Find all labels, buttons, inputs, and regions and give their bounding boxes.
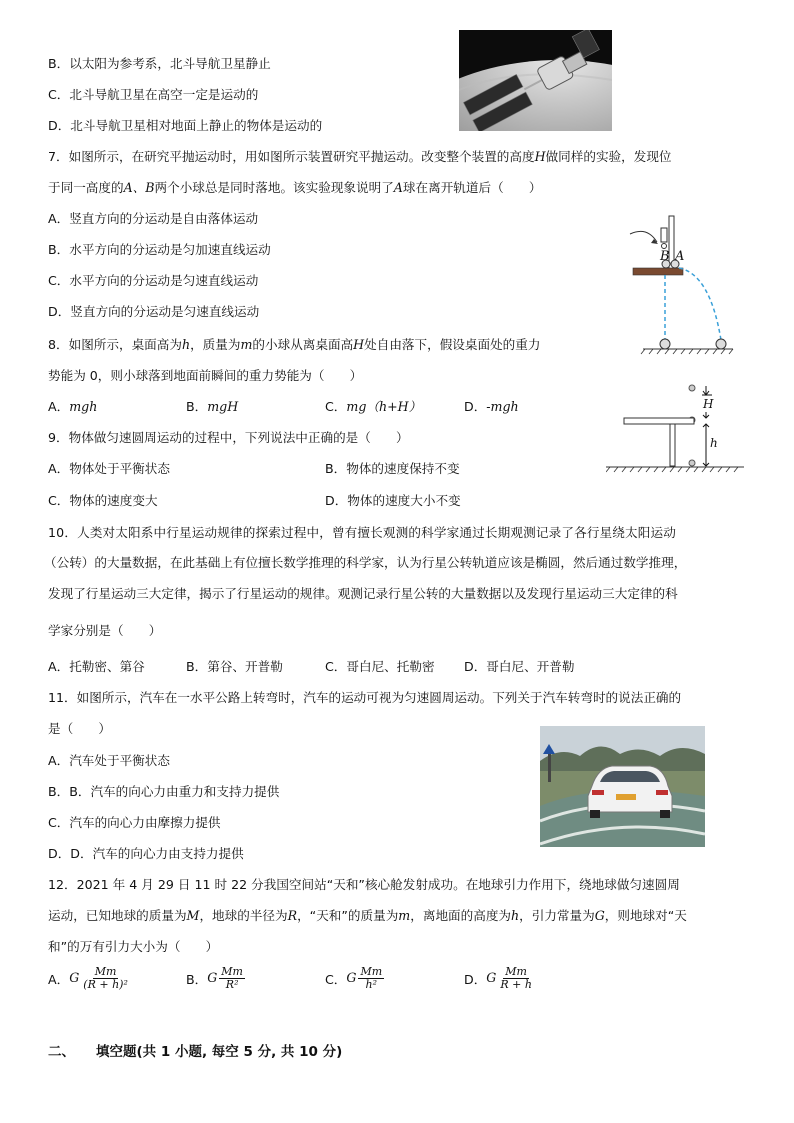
table-ball-figure	[606, 380, 746, 480]
q12-stem-line2: 运动，已知地球的质量为M，地球的半径为R，“天和”的质量为m，离地面的高度为h，引力常量为G，则地球对“天	[48, 908, 687, 923]
q7-stem-line2: 于同一高度的A、B两个小球总是同时落地。该实验现象说明了A球在离开轨道后（ ）	[48, 180, 542, 195]
label-a: A	[675, 249, 685, 264]
q10-option-a: A．托勒密、第谷	[48, 659, 145, 674]
q10-stem-line4: 学家分别是（ ）	[48, 623, 162, 638]
q11-stem-line1: 11．如图所示，汽车在一水平公路上转弯时，汽车的运动可视为匀速圆周运动。下列关于汽车转弯时的说法正确的	[48, 690, 682, 705]
q7-option-b: B．水平方向的分运动是匀加速直线运动	[48, 242, 271, 257]
q6-option-d: D．北斗导航卫星相对地面上静止的物体是运动的	[48, 118, 323, 133]
q10-stem-line3: 发现了行星运动三大定律，揭示了行星运动的规律。观测记录行星公转的大量数据以及发现行星运动三大定律的科	[48, 586, 678, 601]
section-heading	[48, 1040, 342, 1060]
label-H: H	[703, 397, 714, 411]
projectile-apparatus-figure	[625, 212, 735, 357]
q10-option-b: B．第谷、开普勒	[186, 659, 283, 674]
q7-option-a: A．竖直方向的分运动是自由落体运动	[48, 211, 259, 226]
label-h: h	[710, 436, 718, 450]
q9-option-b: B．物体的速度保持不变	[325, 461, 460, 476]
q12-option-a: A．G $\frac{Mm}{\text{(R + h)²}}$	[48, 965, 128, 991]
q12-option-c: C．G $\frac{Mm}{\text{h²}}$	[325, 965, 383, 991]
q9-option-c: C．物体的速度变大	[48, 493, 158, 508]
q8-option-c: C．mg（h+H）	[325, 399, 422, 414]
satellite-photo	[459, 30, 612, 131]
q10-option-c: C．哥白尼、托勒密	[325, 659, 435, 674]
q9-option-a: A．物体处于平衡状态	[48, 461, 170, 476]
q11-stem-line2: 是（ ）	[48, 721, 111, 736]
q11-option-d: D．D．汽车的向心力由支持力提供	[48, 846, 244, 861]
q8-stem-line1: 8．如图所示，桌面高为h，质量为m的小球从离桌面高H处自由落下，假设桌面处的重力	[48, 337, 541, 352]
q12-option-d: D．G $\frac{Mm}{R + h}$	[464, 965, 532, 991]
car-turning-photo	[540, 726, 705, 847]
q11-option-a: A．汽车处于平衡状态	[48, 753, 170, 768]
q10-stem-line1: 10．人类对太阳系中行星运动规律的探索过程中，曾有擅长观测的科学家通过长期观测记录了各行星绕太阳运动	[48, 525, 677, 540]
q11-option-b: B．B．汽车的向心力由重力和支持力提供	[48, 784, 280, 799]
q9-stem: 9．物体做匀速圆周运动的过程中，下列说法中正确的是（ ）	[48, 430, 409, 445]
section-title: 填空题(共 1 小题, 每空 5 分, 共 10 分)	[96, 1044, 343, 1060]
q8-option-d: D．-mgh	[464, 399, 519, 414]
q12-option-b: B．G $\frac{Mm}{\text{R²}}$	[186, 965, 243, 991]
q8-stem-line2: 势能为 0，则小球落到地面前瞬间的重力势能为（ ）	[48, 368, 363, 383]
q7-stem-line1: 7．如图所示，在研究平抛运动时，用如图所示装置研究平抛运动。改变整个装置的高度H做同样的实验，发现位	[48, 149, 672, 164]
label-b: B	[660, 249, 670, 264]
q7-option-c: C．水平方向的分运动是匀速直线运动	[48, 273, 259, 288]
q8-option-a: A．mgh	[48, 399, 98, 414]
q11-option-c: C．汽车的向心力由摩擦力提供	[48, 815, 221, 830]
q8-option-b: B．mgH	[186, 399, 239, 414]
q6-option-c: C．北斗导航卫星在高空一定是运动的	[48, 87, 259, 102]
q9-option-d: D．物体的速度大小不变	[325, 493, 461, 508]
q7-option-d: D．竖直方向的分运动是匀速直线运动	[48, 304, 260, 319]
q10-stem-line2: （公转）的大量数据，在此基础上有位擅长数学推理的科学家，认为行星公转轨道应该是椭圆，然后通过数学推理，	[44, 555, 687, 570]
section-number: 二、	[48, 1044, 75, 1060]
q12-stem-line3: 和”的万有引力大小为（ ）	[48, 939, 219, 954]
q10-option-d: D．哥白尼、开普勒	[464, 659, 575, 674]
q6-option-b: B．以太阳为参考系，北斗导航卫星静止	[48, 56, 271, 71]
q12-stem-line1: 12．2021 年 4 月 29 日 11 时 22 分我国空间站“天和”核心舱发射成功。在地球引力作用下，绕地球做匀速圆周	[48, 877, 680, 892]
